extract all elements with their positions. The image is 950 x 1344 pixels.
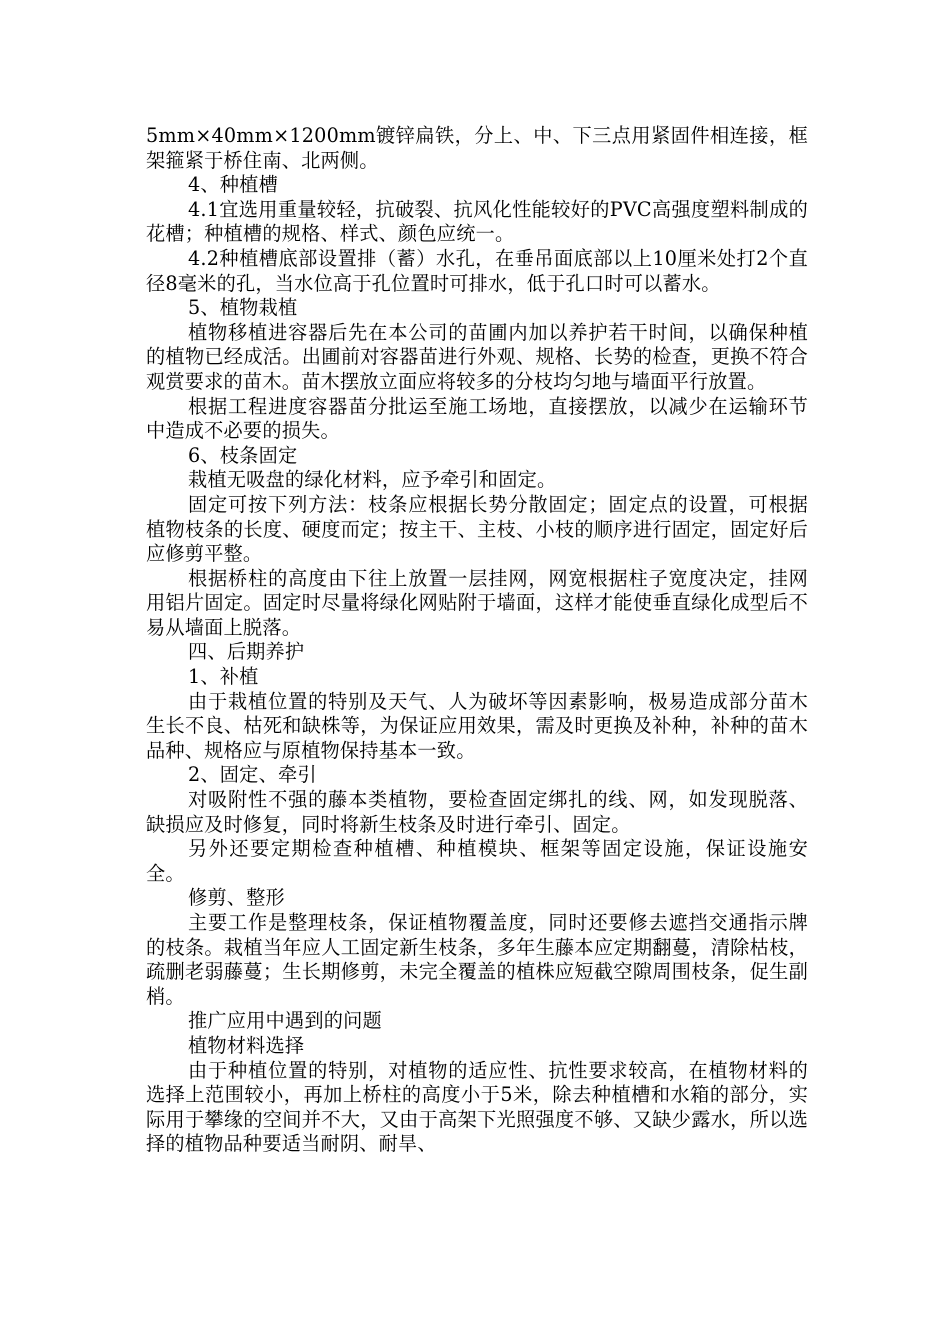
- heading-fixing-traction: 2、固定、牵引: [188, 763, 317, 787]
- heading-plant-selection: 植物材料选择: [188, 1033, 305, 1057]
- paragraph-vine-check: 对吸附性不强的藤本类植物，要检查固定绑扎的线、网，如发现脱落、缺损应及时修复，同时将新生枝条及时进行牵引、固定。: [146, 788, 808, 836]
- paragraph-replanting: 由于栽植位置的特别及天气、人为破坏等因素影响，极易造成部分苗木生长不良、枯死和缺株等，为保证应用效果，需及时更换及补种，补种的苗木品种、规格应与原植物保持基本一致。: [146, 689, 808, 762]
- paragraph-facility-check: 另外还要定期检查种植槽、种植模块、框架等固定设施，保证设施安全。: [146, 837, 808, 885]
- paragraph-fixing-method: 固定可按下列方法：枝条应根据长势分散固定；固定点的设置，可根据植物枝条的长度、硬度而定；按主干、主枝、小枝的顺序进行固定，固定好后应修剪平整。: [146, 492, 808, 566]
- heading-plant-planting: 5、植物栽植: [188, 296, 298, 320]
- heading-pruning: 修剪、整形: [188, 886, 285, 910]
- paragraph-transplant: 植物移植进容器后先在本公司的苗圃内加以养护若干时间，以确保种植的植物已经成活。出圃前对容器苗进行外观、规格、长势的检查，更换不符合观赏要求的苗木。苗木摆放立面应将较多的分枝均匀地与墙面平行放置。: [146, 320, 808, 393]
- document-body: [146, 124, 808, 1157]
- heading-branch-fixing: 6、枝条固定: [188, 443, 298, 467]
- heading-problems: 推广应用中遇到的问题: [188, 1009, 382, 1033]
- paragraph-pruning: 主要工作是整理枝条，保证植物覆盖度，同时还要修去遮挡交通指示牌的枝条。栽植当年应人工固定新生枝条，多年生藤本应定期翻蔓，清除枯枝，疏删老弱藤蔓；生长期修剪，未完全覆盖的植株应短截空隙周围枝条，促生副梢。: [146, 911, 808, 1008]
- paragraph-traction: 栽植无吸盘的绿化材料，应予牵引和固定。: [188, 468, 557, 492]
- paragraph-1: 5mm×40mm×1200mm镀锌扁铁，分上、中、下三点用紧固件相连接，框架箍紧于桥住南、北两侧。: [146, 124, 808, 172]
- paragraph-4-2: 4.2种植槽底部设置排（蓄）水孔，在垂吊面底部以上10厘米处打2个直径8毫米的孔，当水位高于孔位置时可排水，低于孔口时可以蓄水。: [146, 246, 808, 295]
- paragraph-transport: 根据工程进度容器苗分批运至施工场地，直接摆放，以减少在运输环节中造成不必要的损失。: [146, 394, 808, 443]
- heading-maintenance: 四、后期养护: [188, 640, 305, 664]
- heading-planting-trough: 4、种植槽: [188, 173, 278, 197]
- paragraph-plant-selection: 由于种植位置的特别，对植物的适应性、抗性要求较高，在植物材料的选择上范围较小，再加上桥柱的高度小于5米，除去种植槽和水箱的部分，实际用于攀缘的空间并不大，又由于高架下光照强度不够、又缺少露水，所以选择的植物品种要适当耐阴、耐旱、: [146, 1058, 808, 1156]
- heading-replanting: 1、补植: [188, 665, 259, 689]
- paragraph-4-1: 4.1宜选用重量较轻，抗破裂、抗风化性能较好的PVC高强度塑料制成的花槽；种植槽的规格、样式、颜色应统一。: [146, 197, 808, 246]
- paragraph-net: 根据桥柱的高度由下往上放置一层挂网，网宽根据柱子宽度决定，挂网用铝片固定。固定时尽量将绿化网贴附于墙面，这样才能使垂直绿化成型后不易从墙面上脱落。: [146, 566, 808, 639]
